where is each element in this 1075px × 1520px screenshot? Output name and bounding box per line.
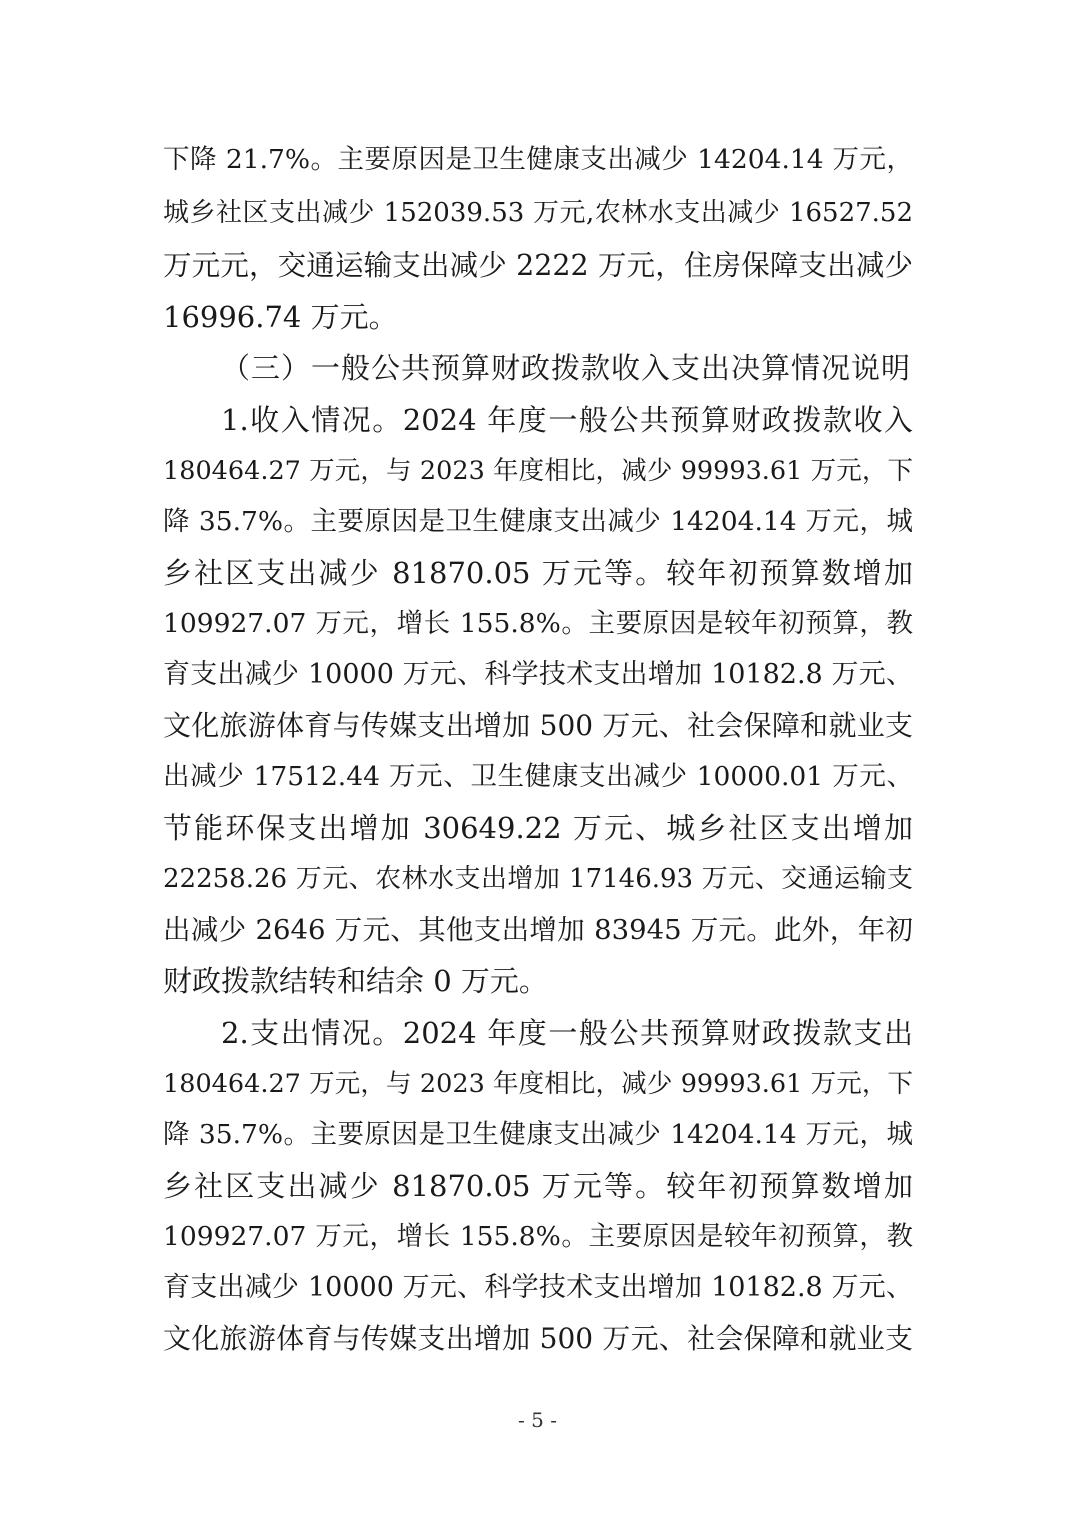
text-line: 万元元，交通运输支出减少 2222 万元，住房保障支出减少 (163, 249, 913, 282)
text-line: 乡社区支出减少 81870.05 万元等。较年初预算数增加 (163, 556, 913, 590)
text-line: 乡社区支出减少 81870.05 万元等。较年初预算数增加 (163, 1169, 913, 1203)
text-line: 节能环保支出增加 30649.22 万元、城乡社区支出增加 (163, 811, 913, 845)
text-line: 降 35.7%。主要原因是卫生健康支出减少 14204.14 万元，城 (163, 1119, 913, 1150)
text-line: 16996.74 万元。 (163, 300, 398, 334)
text-line: 180464.27 万元，与 2023 年度相比，减少 99993.61 万元，下 (163, 456, 913, 486)
text-line: 降 35.7%。主要原因是卫生健康支出减少 14204.14 万元，城 (163, 506, 913, 537)
page-number: - 5 - (518, 1408, 557, 1432)
section-heading: （三）一般公共预算财政拨款收入支出决算情况说明 (221, 351, 912, 385)
text-line: 180464.27 万元，与 2023 年度相比，减少 99993.61 万元，下 (163, 1069, 913, 1099)
text-line: 2.支出情况。2024 年度一般公共预算财政拨款支出 (221, 1016, 913, 1050)
text-line: 文化旅游体育与传媒支出增加 500 万元、社会保障和就业支 (163, 1322, 913, 1355)
text-line: 财政拨款结转和结余 0 万元。 (163, 964, 548, 998)
text-line: 出减少 17512.44 万元、卫生健康支出减少 10000.01 万元、 (163, 761, 913, 792)
text-line: 下降 21.7%。主要原因是卫生健康支出减少 14204.14 万元， (163, 144, 913, 175)
text-line: 出减少 2646 万元、其他支出增加 83945 万元。此外，年初 (163, 914, 913, 946)
text-line: 109927.07 万元，增长 155.8%。主要原因是较年初预算，教 (163, 1221, 913, 1252)
text-line: 1.收入情况。2024 年度一般公共预算财政拨款收入 (221, 403, 913, 437)
text-line: 育支出减少 10000 万元、科学技术支出增加 10182.8 万元、 (163, 1272, 913, 1303)
text-line: 育支出减少 10000 万元、科学技术支出增加 10182.8 万元、 (163, 659, 913, 690)
text-line: 22258.26 万元、农林水支出增加 17146.93 万元、交通运输支 (163, 864, 913, 894)
text-line: 109927.07 万元，增长 155.8%。主要原因是较年初预算，教 (163, 608, 913, 639)
text-line: 文化旅游体育与传媒支出增加 500 万元、社会保障和就业支 (163, 709, 913, 742)
text-line: 城乡社区支出减少 152039.53 万元,农林水支出减少 16527.52 (163, 198, 913, 228)
